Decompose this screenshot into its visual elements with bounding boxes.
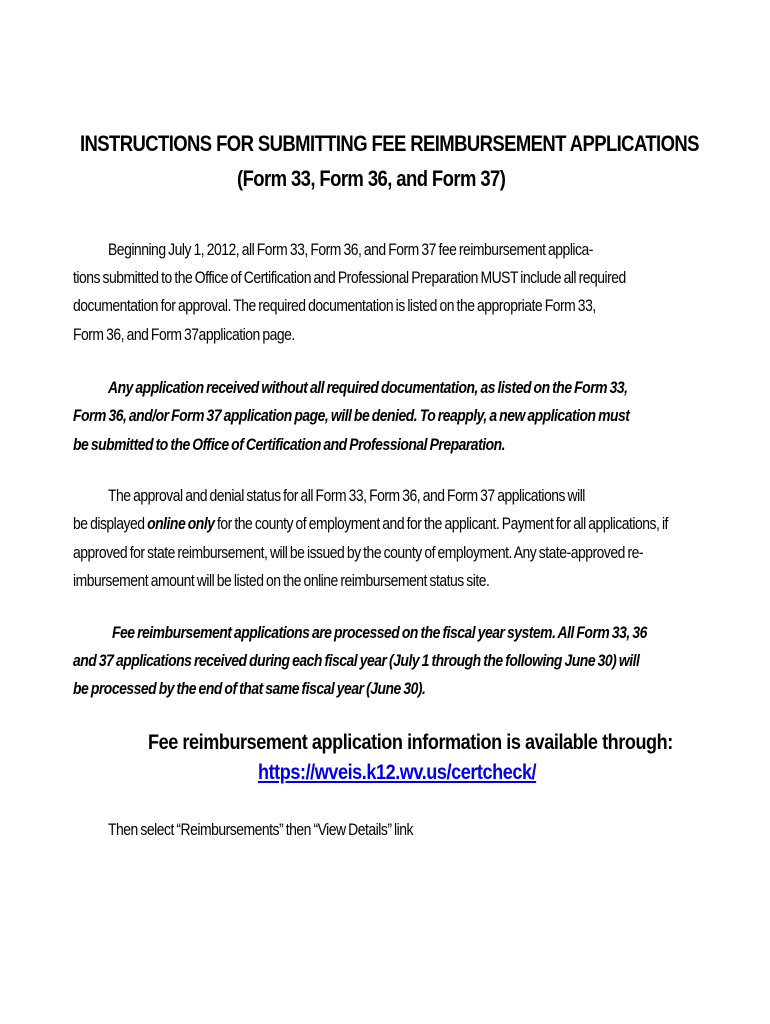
paragraph-line: documentation for approval. The required documentation is listed on the appropriate Form 33, xyxy=(73,296,596,315)
paragraph-line: Beginning July 1, 2012, all Form 33, Form 36, and Form 37 fee reimbursement applica- xyxy=(108,240,593,259)
paragraph-line xyxy=(73,515,668,532)
paragraph-line: Any application received without all required documentation, as listed on the Form 33, xyxy=(108,378,628,397)
text-span: be displayed xyxy=(73,514,148,533)
instruction-text: Then select “Reimbursements” then “View Details” link xyxy=(108,820,413,839)
paragraph-line: and 37 applications received during each fiscal year (July 1 through the following June 30) will xyxy=(73,651,640,670)
paragraph-line: Form 36, and/or Form 37 application page, will be denied. To reapply, a new application must xyxy=(73,406,630,425)
online-only-emphasis: online only xyxy=(147,514,215,533)
paragraph-line: Form 36, and Form 37application page. xyxy=(73,325,295,344)
text-span: for the county of employment and for the applicant. Payment for all applications, if xyxy=(214,514,668,533)
paragraph-line: tions submitted to the Office of Certification and Professional Preparation MUST include all required xyxy=(73,268,626,287)
paragraph-line: approved for state reimbursement, will be issued by the county of employment. Any state-approved re- xyxy=(73,543,644,562)
paragraph-line: Fee reimbursement applications are processed on the fiscal year system. All Form 33, 36 xyxy=(112,623,647,642)
paragraph-line: The approval and denial status for all Form 33, Form 36, and Form 37 applications will xyxy=(108,486,585,505)
paragraph-line: imbursement amount will be listed on the online reimbursement status site. xyxy=(73,571,490,590)
paragraph-line: be processed by the end of that same fiscal year (June 30). xyxy=(73,679,426,698)
info-heading: Fee reimbursement application information is available through: xyxy=(148,731,673,754)
document-subtitle: (Form 33, Form 36, and Form 37) xyxy=(237,166,506,191)
document-title: INSTRUCTIONS FOR SUBMITTING FEE REIMBURSEMENT APPLICATIONS xyxy=(80,131,699,156)
paragraph-line: be submitted to the Office of Certification and Professional Preparation. xyxy=(73,435,506,454)
certcheck-link[interactable]: https://wveis.k12.wv.us/certcheck/ xyxy=(258,761,537,784)
